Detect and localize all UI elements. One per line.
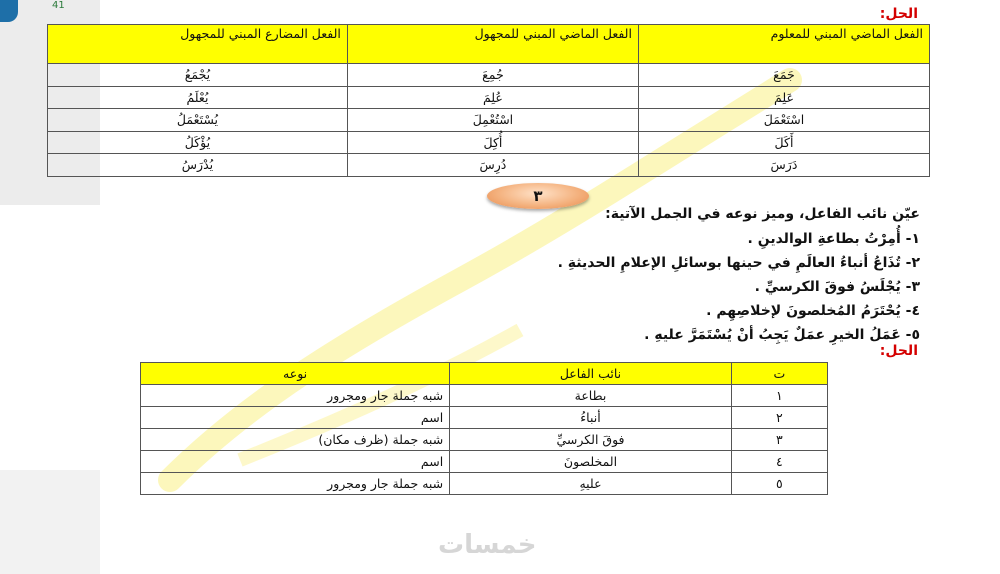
table-header-cell: ت (731, 363, 827, 385)
table-cell: اسْتَعْمَلَ (638, 109, 929, 132)
table-row (141, 429, 828, 451)
table-cell: اسْتُعْمِلَ (347, 109, 638, 132)
table-cell: أنباءُ (450, 407, 732, 429)
table-cell: اسم (141, 451, 450, 473)
list-item: ١- أُمِرْتُ بطاعةِ الوالدينِ . (747, 231, 920, 247)
table-cell: أُكِلَ (347, 131, 638, 154)
verbs-table (47, 24, 930, 177)
table-cell: اسم (141, 407, 450, 429)
table-header-cell: الفعل المضارع المبني للمجهول (48, 25, 348, 64)
list-item: ٥- عَمَلُ الخيرِ عمَلٌ يَجِبُ أنْ يُسْتَمَرَّ عليهِ . (644, 327, 920, 343)
page-corner-number: 41 (52, 0, 65, 11)
site-logo-watermark: خمسات (438, 530, 537, 560)
table-row (48, 64, 930, 87)
table-cell: يُعْلَمُ (48, 86, 348, 109)
table-cell: شبه جملة (ظرف مكان) (141, 429, 450, 451)
sentences-list (558, 227, 920, 347)
corner-logo-icon (0, 0, 18, 22)
table-header-cell: الفعل الماضي المبني للمعلوم (638, 25, 929, 64)
exercise-prompt: عيّن نائب الفاعل، وميز نوعه في الجمل الآتية: (605, 206, 920, 222)
list-item: ٤- يُحْتَرَمُ المُخلصونَ لإخلاصِهِم . (706, 303, 920, 319)
table-cell: عُلِمَ (347, 86, 638, 109)
table-row (141, 473, 828, 495)
table-header-row (48, 25, 930, 64)
table-header-cell: نائب الفاعل (450, 363, 732, 385)
table-cell: ١ (731, 385, 827, 407)
table-cell: عليهِ (450, 473, 732, 495)
table-row (48, 109, 930, 132)
table-cell: ٤ (731, 451, 827, 473)
table-cell: ٢ (731, 407, 827, 429)
solution-label-1: الحل: (879, 6, 918, 22)
table-cell: ٣ (731, 429, 827, 451)
table-header-row (141, 363, 828, 385)
table-cell: بطاعة (450, 385, 732, 407)
passive-subject-table (140, 362, 828, 495)
table-cell: يُدْرَسُ (48, 154, 348, 177)
table-row (141, 407, 828, 429)
left-side-panel-lower (0, 470, 100, 574)
table-cell: شبه جملة جار ومجرور (141, 385, 450, 407)
table-cell: عَلِمَ (638, 86, 929, 109)
table-cell: ٥ (731, 473, 827, 495)
table-cell: جُمِعَ (347, 64, 638, 87)
table-header-cell: الفعل الماضي المبني للمجهول (347, 25, 638, 64)
table-cell: يُؤْكَلُ (48, 131, 348, 154)
table-cell: المخلصونَ (450, 451, 732, 473)
exercise-number-badge: ٣ (487, 183, 589, 209)
table-row (48, 154, 930, 177)
table-header-cell: نوعه (141, 363, 450, 385)
table-row (48, 131, 930, 154)
table-cell: جَمَعَ (638, 64, 929, 87)
table-cell: دَرَسَ (638, 154, 929, 177)
table-cell: يُسْتَعْمَلُ (48, 109, 348, 132)
table-cell: شبه جملة جار ومجرور (141, 473, 450, 495)
table-row (141, 451, 828, 473)
list-item: ٢- تُذَاعُ أنباءُ العالَمِ في حينها بوسائلِ الإعلامِ الحديثةِ . (557, 255, 920, 271)
table-cell: فوقَ الكرسيِّ (450, 429, 732, 451)
table-row (141, 385, 828, 407)
table-cell: يُجْمَعُ (48, 64, 348, 87)
table-row (48, 86, 930, 109)
solution-label-2: الحل: (879, 343, 918, 359)
table-cell: أَكَلَ (638, 131, 929, 154)
list-item: ٣- يُجْلَسُ فوقَ الكرسيِّ . (754, 279, 920, 295)
table-cell: دُرِسَ (347, 154, 638, 177)
